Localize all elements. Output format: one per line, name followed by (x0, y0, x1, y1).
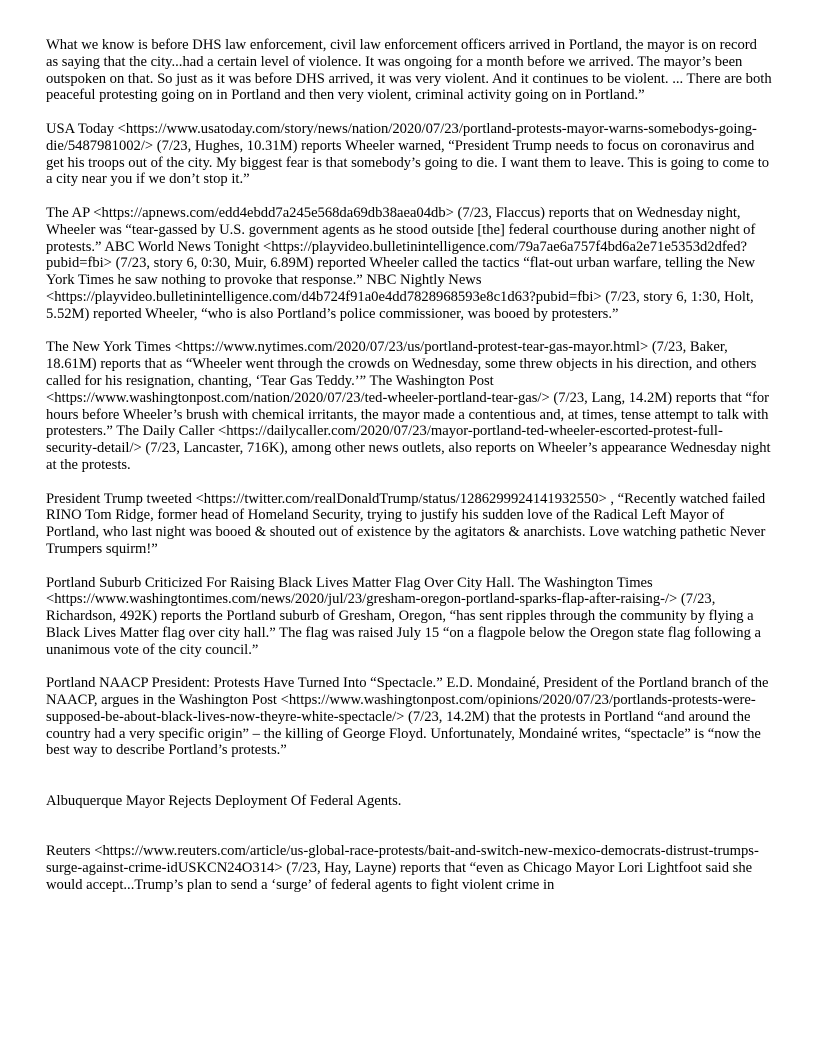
paragraph-trump-tweet: President Trump tweeted <https://twitter.com/realDonaldTrump/status/1286299924141932550> , “Recently watched failed RINO Tom Ridge, former head of Homeland Security, trying to justify his sudden love of the Radical Left Mayor of Portland, who last night was booed & shouted out of existence by the agitators & anarchists. Love watching pathetic Never Trumpers squirm!” (46, 490, 766, 557)
document-page (46, 37, 772, 910)
paragraph-reuters: Reuters <https://www.reuters.com/article/us-global-race-protests/bait-and-switch-new-mexico-democrats-distrust-trumps-surge-against-crime-idUSKCN24O314> (7/23, Hay, Layne) reports that “even as Chicago Mayor Lori Lightfoot said she would accept...Trump’s plan to send a ‘surge’ of federal agents to fight violent crime in (46, 843, 759, 893)
paragraph-nyt-wapo: The New York Times <https://www.nytimes.com/2020/07/23/us/portland-protest-tear-gas-mayor.html> (7/23, Baker, 18.61M) reports that as “Wheeler went through the crowds on Wednesday, some threw objects in his direction, and others called for his resignation, chanting, ‘Tear Gas Teddy.’” The Washington Post <https://www.washingtonpost.com/nation/2020/07/23/ted-wheeler-portland-tear-gas/> (7/23, Lang, 14.2M) reports that “for hours before Wheeler’s brush with chemical irritants, the mayor made a contentious and, at times, tense attempt to talk with protesters.” The Daily Caller <https://dailycaller.com/2020/07/23/mayor-portland-ted-wheeler-escorted-protest-full-security-detail/> (7/23, Lancaster, 716K), among other news outlets, also reports on Wheeler’s appearance Wednesday night at the protests. (46, 339, 771, 473)
paragraph-naacp: Portland NAACP President: Protests Have Turned Into “Spectacle.” E.D. Mondainé, President of the Portland branch of the NAACP, argues in the Washington Post <https://www.washingtonpost.com/opinions/2020/07/23/portlands-protests-were-supposed-be-about-black-lives-now-theyre-white-spectacle/> (7/23, 14.2M) that the protests in Portland “and around the country had a very specific origin” – the killing of George Floyd. Unfortunately, Mondainé writes, “spectacle” is “now the best way to describe Portland’s protests.” (46, 675, 769, 759)
paragraph-dhs-quote: What we know is before DHS law enforcement, civil law enforcement officers arrived in Portland, the mayor is on record as saying that the city...had a certain level of violence. It was ongoing for a month before we arrived. The mayor’s been outspoken on that. So just as it was before DHS arrived, it was very violent. And it continues to be violent. ... There are both peaceful protesting going on in Portland and then very violent, criminal activity going on in Portland.” (46, 37, 772, 104)
paragraph-gresham-flag: Portland Suburb Criticized For Raising Black Lives Matter Flag Over City Hall. The Washington Times <https://www.washingtontimes.com/news/2020/jul/23/gresham-oregon-portland-sparks-flap-after-raising-/> (7/23, Richardson, 492K) reports the Portland suburb of Gresham, Oregon, “has sent ripples through the community by flying a Black Lives Matter flag over city hall.” The flag was raised July 15 “on a flagpole below the Oregon state flag following a unanimous vote of the city council.” (46, 574, 762, 658)
section-heading-albuquerque: Albuquerque Mayor Rejects Deployment Of Federal Agents. (46, 792, 402, 809)
paragraph-ap-abc-nbc: The AP <https://apnews.com/edd4ebdd7a245e568da69db38aea04db> (7/23, Flaccus) reports that on Wednesday night, Wheeler was “tear-gassed by U.S. government agents as he stood outside [the] federal courthouse during another night of protests.” ABC World News Tonight <https://playvideo.bulletinintelligence.com/79a7ae6a757f4bd6a2e71e5353d2dfed?pubid=fbi> (7/23, story 6, 0:30, Muir, 6.89M) reported Wheeler called the tactics “flat-out urban warfare, telling the New York Times he saw nothing to provoke that response.” NBC Nightly News <https://playvideo.bulletinintelligence.com/d4b724f91a0e4dd7828968593e8c1d63?pubid=fbi> (7/23, story 6, 1:30, Holt, 5.52M) reported Wheeler, “who is also Portland’s police commissioner, was booed by protesters.” (46, 204, 756, 322)
paragraph-usa-today: USA Today <https://www.usatoday.com/story/news/nation/2020/07/23/portland-protests-mayor-warns-somebodys-going-die/5487981002/> (7/23, Hughes, 10.31M) reports Wheeler warned, “President Trump needs to focus on coronavirus and get his troops out of the city. My biggest fear is that somebody’s going to die. I want them to leave. This is going to come to a city near you if we don’t stop it.” (46, 120, 770, 188)
